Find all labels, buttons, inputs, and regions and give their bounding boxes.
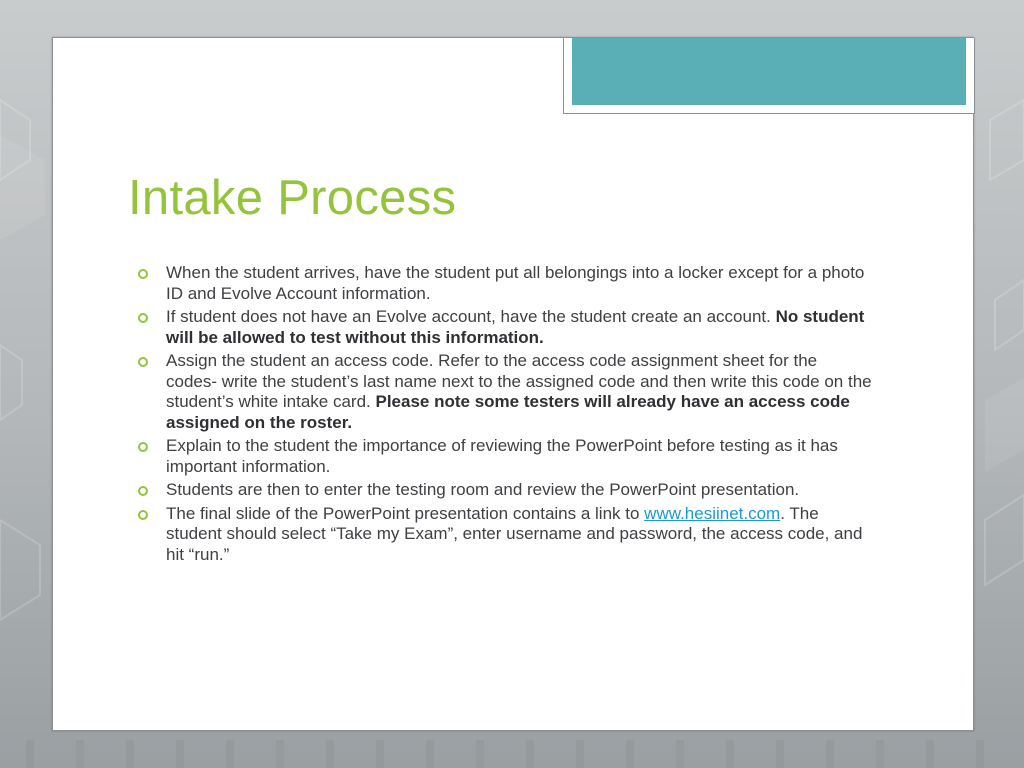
bullet-item-final-slide-link	[132, 504, 872, 566]
bullet-text: When the student arrives, have the student put all belongings into a locker except for a photo ID and Evolve Account information.	[166, 263, 865, 303]
hesiinet-link[interactable]: www.hesiinet.com	[644, 503, 781, 523]
bullet-bold-note: Please note some testers will already have an access code assigned on the roster.	[166, 392, 850, 432]
slide-title: Intake Process	[128, 171, 457, 225]
bullet-circle-icon	[138, 442, 148, 452]
bullet-item-powerpoint-importance	[132, 436, 872, 477]
header-accent-block	[572, 38, 966, 105]
bullet-text-after-link: . The student should select “Take my Exam”, enter username and password, the access code, and hit “run.”	[166, 503, 863, 564]
bullet-item-evolve-account	[132, 307, 872, 348]
bullet-text: The final slide of the PowerPoint presentation contains a link to	[166, 503, 645, 523]
bullet-text: Explain to the student the importance of reviewing the PowerPoint before testing as it has important information.	[166, 436, 838, 476]
bullet-circle-icon	[138, 510, 148, 520]
bullet-circle-icon	[138, 486, 148, 496]
bullet-item-belongings	[132, 263, 872, 304]
bullet-item-access-code	[132, 351, 872, 433]
bullet-bold-note: No student will be allowed to test without this information.	[166, 307, 865, 347]
bullet-text: Students are then to enter the testing room and review the PowerPoint presentation.	[166, 480, 800, 499]
bullet-circle-icon	[138, 313, 148, 323]
bullet-list	[132, 263, 872, 568]
bullet-circle-icon	[138, 357, 148, 367]
header-accent-frame	[563, 38, 975, 114]
bullet-item-testing-room	[132, 480, 872, 501]
bullet-circle-icon	[138, 269, 148, 279]
bullet-text: If student does not have an Evolve account, have the student create an account.	[166, 307, 776, 326]
bullet-text: Assign the student an access code. Refer to the access code assignment sheet for the codes- write the student’s last name next to the assigned code and then write this code on the student’s white intake card.	[166, 351, 872, 411]
